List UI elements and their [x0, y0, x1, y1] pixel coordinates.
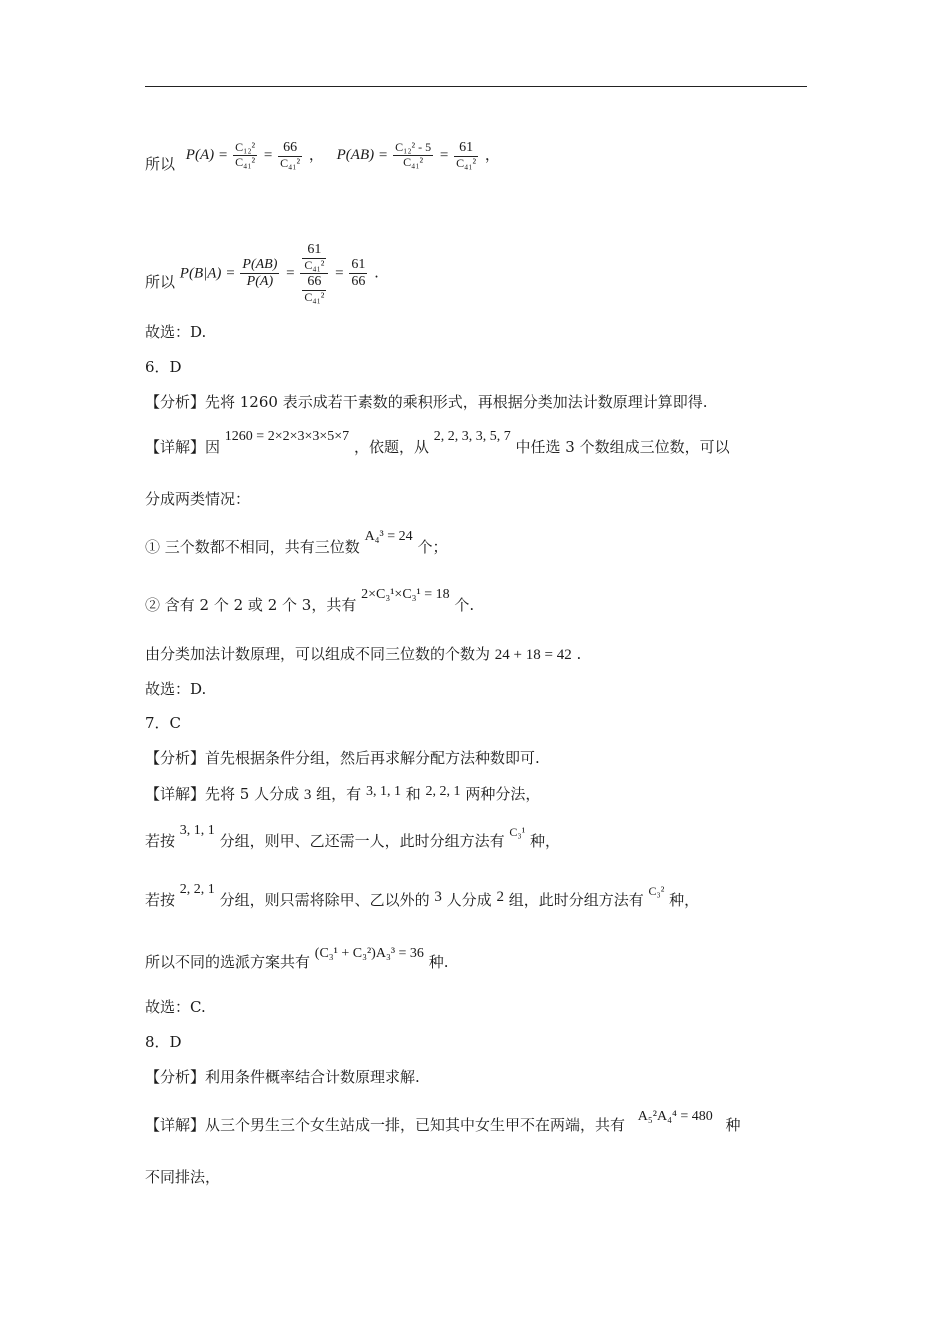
line-end: .	[374, 263, 379, 282]
text: 若按	[145, 832, 176, 850]
math-sum: 24 + 18 = 42	[494, 647, 572, 663]
text: 中任选 3 个数组成三位数，可以	[515, 438, 730, 456]
text: 组，有	[316, 785, 362, 803]
text: 和	[405, 785, 421, 803]
math-1260: 1260 = 2×2×3×3×5×7	[224, 429, 350, 444]
pa-label: P(A)	[185, 147, 215, 164]
math-2: 2	[496, 889, 504, 905]
q8-detail	[145, 1109, 741, 1134]
q6-cont: 分成两类情况：	[145, 490, 251, 508]
text: 个.	[454, 596, 475, 614]
q6-detail	[145, 429, 730, 456]
math-c31: 2×C₃¹×C₃¹ = 18	[361, 587, 450, 602]
text: .	[576, 645, 582, 663]
text: 两种分法，	[465, 785, 541, 803]
f3-den: 66	[351, 273, 366, 289]
text: 由分类加法计数原理，可以组成不同三位数的个数为	[145, 645, 491, 663]
text: 种	[725, 1116, 741, 1134]
q8-cont: 不同排法，	[145, 1168, 221, 1186]
text: ，依题，从	[353, 438, 429, 456]
pa-den: C₄₁²	[235, 154, 256, 169]
text: 组，此时分组方法有	[508, 891, 644, 909]
pab-eq-fraction	[454, 140, 478, 171]
math-221: 2, 2, 1	[425, 784, 461, 799]
text: 所以不同的选派方案共有	[145, 953, 311, 971]
math-311: 3, 1, 1	[179, 823, 215, 838]
f2-num-den: C₄₁²	[304, 258, 325, 273]
math-a43: A₄³ = 24	[364, 529, 413, 544]
q7-analysis: 【分析】首先根据条件分组，然后再求解分配方法种数即可.	[145, 749, 540, 767]
math-c32: C₃²	[648, 884, 665, 898]
text: 种，	[669, 891, 700, 909]
f2-den-den: C₄₁²	[304, 289, 325, 304]
f1-num: P(AB)	[240, 257, 279, 274]
q6-case-2	[145, 587, 475, 614]
probability-line-1: 所以 P(A) = $\frac{\text{C₁₂²}}{\text{C₄₁²}}$ = $\frac{66}{\text{C₄₁²}}$ ， P(AB) = $\frac{\text{C₁₂² - 5}}{\text{C₄₁²}}$ = $\frac{61}{\text{C₄₁²}}$ ，	[145, 140, 500, 174]
pba-label: P(B|A)	[179, 265, 222, 282]
text: ② 含有 2 个 2 或 2 个 3，共有	[145, 596, 357, 614]
pa-fraction	[233, 141, 257, 170]
pab-label: P(AB)	[336, 147, 375, 164]
text: 分组，则只需将除甲、乙以外的	[219, 891, 430, 909]
pab-eq-num: 61	[454, 140, 478, 157]
pa-eq-den: C₄₁²	[280, 156, 301, 171]
math-3: 3	[434, 889, 442, 905]
text: 若按	[145, 891, 176, 909]
q7-case-2	[145, 882, 700, 909]
pba-fraction-1	[240, 257, 279, 290]
pab-den: C₄₁²	[403, 154, 424, 169]
text: 种.	[428, 953, 449, 971]
math-3: 3	[303, 787, 312, 803]
separator: ，	[308, 145, 324, 164]
text: 【详解】从三个男生三个女生站成一排，已知其中女生甲不在两端，共有	[145, 1116, 626, 1134]
probability-line-2: 所以 P(B|A) = $\frac{P(AB)}{P(A)}$ = $\frac{\frac{61}{\text{C₄₁²}}}{\frac{66}{\text{C₄₁²}}}$ = $\frac{61}{66}$ .	[145, 242, 379, 304]
prefix-text: 所以	[145, 155, 176, 174]
line-end: ，	[484, 145, 500, 164]
pab-fraction	[393, 141, 433, 170]
f1-den: P(A)	[246, 273, 274, 289]
answer-line: 故选：D.	[145, 323, 207, 341]
f3-num: 61	[349, 257, 367, 274]
text: 分组，则甲、乙还需一人，此时分组方法有	[219, 832, 505, 850]
math-c31: C₃¹	[509, 825, 526, 839]
pab-num: C₁₂² - 5	[395, 140, 432, 155]
text: 个；	[417, 538, 448, 556]
text: 人分成	[446, 891, 492, 909]
question-7-heading: 7．C	[145, 714, 182, 732]
text: 【详解】因	[145, 438, 221, 456]
pba-fraction-3	[349, 257, 367, 290]
q7-case-1	[145, 823, 560, 850]
question-8-heading: 8．D	[145, 1033, 182, 1051]
f2-den-num: 66	[302, 274, 326, 291]
q7-answer: 故选：C.	[145, 998, 206, 1016]
f2-num-num: 61	[302, 242, 326, 259]
q6-case-1	[145, 529, 448, 556]
math-sum: (C₃¹ + C₃²)A₃³ = 36	[314, 946, 424, 961]
pba-fraction-2	[300, 242, 328, 305]
question-6-heading: 6．D	[145, 358, 182, 376]
pa-num: C₁₂²	[235, 140, 256, 155]
q6-answer: 故选：D.	[145, 680, 207, 698]
q7-sum	[145, 946, 449, 971]
prefix-text: 所以	[145, 273, 176, 292]
q8-analysis: 【分析】利用条件概率结合计数原理求解.	[145, 1068, 420, 1086]
q6-sum	[145, 647, 581, 663]
math-set: 2, 2, 3, 3, 5, 7	[433, 429, 511, 444]
header-rule	[145, 86, 807, 87]
math-221: 2, 2, 1	[179, 882, 215, 897]
pa-eq-fraction	[278, 140, 302, 171]
f2-num	[300, 242, 328, 274]
text: ① 三个数都不相同，共有三位数	[145, 538, 360, 556]
f2-den	[300, 274, 328, 305]
math-a52a44: A₅²A₄⁴ = 480	[637, 1109, 713, 1124]
q6-analysis: 【分析】先将 1260 表示成若干素数的乘积形式，再根据分类加法计数原理计算即得.	[145, 393, 708, 411]
pab-eq-den: C₄₁²	[456, 156, 477, 171]
text: 种，	[529, 832, 560, 850]
text: 【详解】先将 5 人分成	[145, 785, 300, 803]
pa-eq-num: 66	[278, 140, 302, 157]
q7-detail	[145, 784, 541, 803]
math-311: 3, 1, 1	[365, 784, 401, 799]
